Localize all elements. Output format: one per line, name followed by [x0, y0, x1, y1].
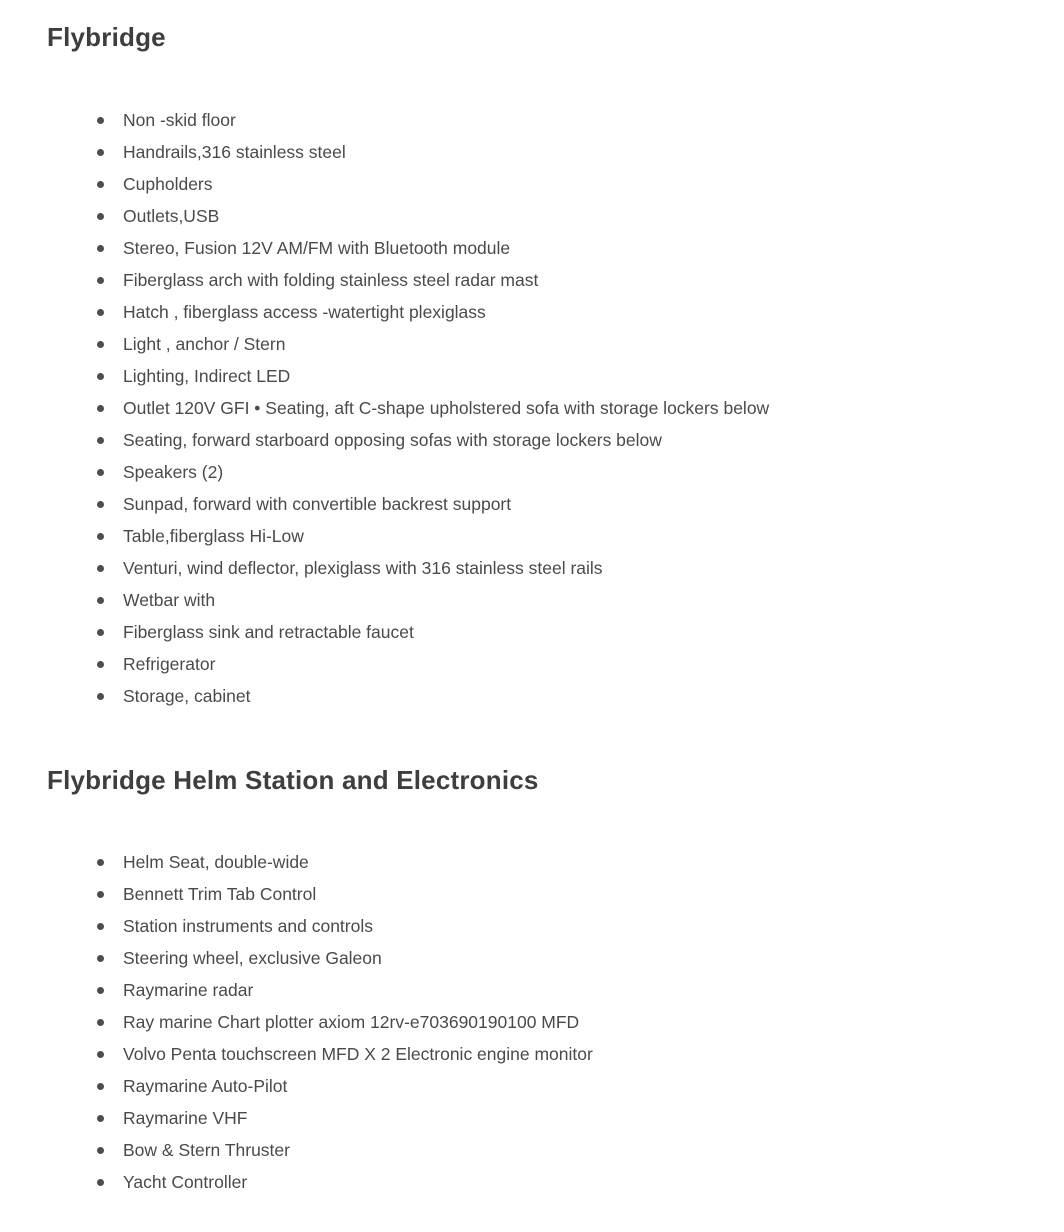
list-item: Cupholders: [123, 168, 1064, 200]
helm-electronics-spec-list: [47, 846, 1064, 1198]
list-item: Light , anchor / Stern: [123, 328, 1064, 360]
list-item: Sunpad, forward with convertible backrest support: [123, 488, 1064, 520]
list-item: Steering wheel, exclusive Galeon: [123, 942, 1064, 974]
list-item: Lighting, Indirect LED: [123, 360, 1064, 392]
list-item: Non -skid floor: [123, 104, 1064, 136]
list-item: Station instruments and controls: [123, 910, 1064, 942]
list-item: Raymarine Auto-Pilot: [123, 1070, 1064, 1102]
list-item: Yacht Controller: [123, 1166, 1064, 1198]
list-item: Refrigerator: [123, 648, 1064, 680]
list-item: Helm Seat, double-wide: [123, 846, 1064, 878]
list-item: Handrails,316 stainless steel: [123, 136, 1064, 168]
list-item: Wetbar with: [123, 584, 1064, 616]
list-item: Bow & Stern Thruster: [123, 1134, 1064, 1166]
flybridge-spec-list: [47, 104, 1064, 712]
list-item: Raymarine radar: [123, 974, 1064, 1006]
list-item: Venturi, wind deflector, plexiglass with 316 stainless steel rails: [123, 552, 1064, 584]
list-item: Fiberglass sink and retractable faucet: [123, 616, 1064, 648]
list-item: Volvo Penta touchscreen MFD X 2 Electronic engine monitor: [123, 1038, 1064, 1070]
list-item: Fiberglass arch with folding stainless steel radar mast: [123, 264, 1064, 296]
list-item: Table,fiberglass Hi-Low: [123, 520, 1064, 552]
list-item: Stereo, Fusion 12V AM/FM with Bluetooth module: [123, 232, 1064, 264]
list-item: Outlet 120V GFI • Seating, aft C-shape upholstered sofa with storage lockers below: [123, 392, 1064, 424]
list-item: Speakers (2): [123, 456, 1064, 488]
list-item: Bennett Trim Tab Control: [123, 878, 1064, 910]
list-item: Storage, cabinet: [123, 680, 1064, 712]
list-item: Ray marine Chart plotter axiom 12rv-e703690190100 MFD: [123, 1006, 1064, 1038]
section-title-flybridge: Flybridge: [47, 22, 166, 52]
section-title-helm-station-electronics: Flybridge Helm Station and Electronics: [47, 765, 539, 795]
list-item: Hatch , fiberglass access -watertight plexiglass: [123, 296, 1064, 328]
list-item: Outlets,USB: [123, 200, 1064, 232]
list-item: Seating, forward starboard opposing sofas with storage lockers below: [123, 424, 1064, 456]
list-item: Raymarine VHF: [123, 1102, 1064, 1134]
